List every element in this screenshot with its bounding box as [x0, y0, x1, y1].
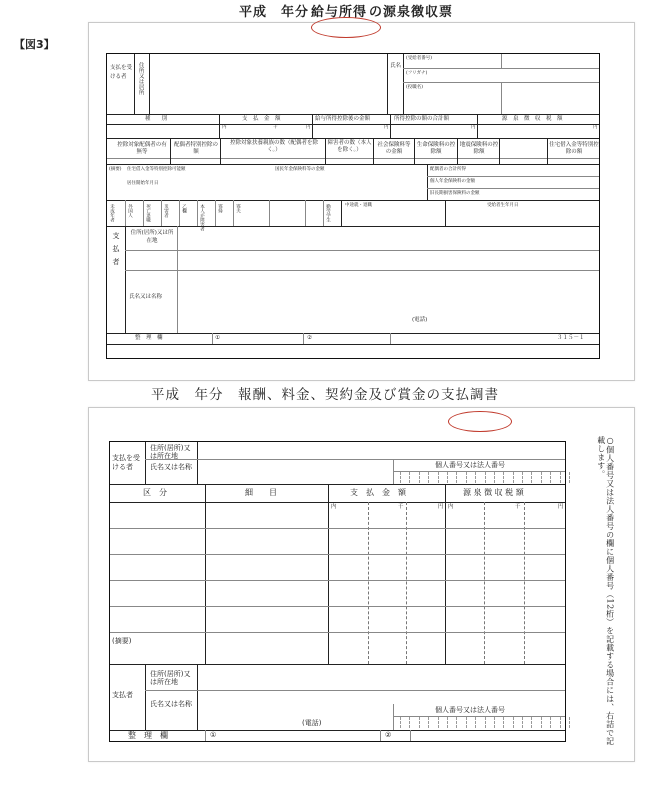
circle-1b: ①: [210, 731, 217, 739]
spouse-income: 配偶者の合計所得: [430, 167, 466, 172]
highlight-oval-2: [448, 411, 512, 432]
position-label: (役職名): [406, 85, 424, 90]
col-kubun: 区 分: [143, 488, 167, 497]
payee-name-2: 氏名又は名称: [150, 463, 192, 471]
phone-2: (電話): [302, 719, 322, 727]
payer-number-cells: [400, 717, 578, 728]
payer-address-1: 住所(居所)又は所在地: [130, 230, 174, 244]
recipient-birth: 受給者生年月日: [487, 203, 519, 208]
payer-number-label: 個人番号又は法人番号: [435, 706, 505, 714]
housing-loan-amount: 住宅借入金等特別控除可能額: [127, 167, 186, 172]
earthquake-insurance: 地震保険料の控除額: [459, 142, 499, 156]
unit-sen-2: 千: [398, 504, 404, 510]
form2-title: [151, 383, 499, 403]
payment-record-form: [109, 441, 566, 742]
highlight-oval: [311, 17, 381, 38]
old-long-term: 旧長期損害保険料の金額: [430, 191, 480, 196]
spouse-special: 配偶者特別控除の額: [173, 142, 218, 156]
phone-1: (電話): [412, 317, 428, 323]
spouse-label: 控除対象配偶者の有無等: [117, 142, 167, 156]
social-insurance: 社会保険料等の金額: [377, 142, 411, 156]
unit-sen-3: 千: [515, 504, 521, 510]
payee-label-2: 支払を受ける者: [112, 454, 140, 472]
form-card-payment-record: [88, 387, 635, 762]
status-minor: 未成年者: [109, 204, 115, 222]
status-foreigner: 外国人: [127, 204, 133, 218]
unit-en-3a: 円: [558, 504, 564, 510]
payer-name-1: 氏名又は名称: [129, 294, 163, 300]
personal-number-cells: [400, 472, 578, 483]
recipient-number: (受給者番号): [406, 56, 433, 61]
unit-uchi-3: 内: [448, 504, 454, 510]
status-self-disabled: 本人が障害者: [199, 204, 205, 231]
status-widow: 寡婦: [217, 204, 223, 213]
side-note: ○個人番号又は法人番号の欄に個人番号（12桁）を記載する場合には、右詰で記載します。: [596, 436, 615, 746]
circle-2b: ②: [385, 731, 392, 739]
housing-loan: 住宅借入金等特別控除の額: [549, 142, 599, 156]
residence-start: 居住開始年月日: [127, 181, 159, 186]
col-withholding: 源 泉 徴 収 税 額: [463, 488, 524, 497]
unit-uchi-2: 内: [331, 504, 337, 510]
unit-en-3: 円: [471, 125, 476, 130]
unit-sen: 千: [273, 125, 278, 130]
unit-en-4: 円: [593, 125, 598, 130]
col-amount: 支 払 金 額: [350, 488, 406, 497]
col-saimoku: 細 目: [245, 488, 277, 497]
form-card-withholding-slip: [88, 5, 635, 381]
unit-uchi: 内: [222, 125, 227, 130]
payer-label-2: 支払者: [112, 691, 133, 699]
header-shubetsu: 種 別: [145, 116, 168, 122]
mid-join: 中途就・退職: [345, 203, 372, 208]
private-pension: 個人年金保険料の金額: [430, 179, 475, 184]
payer-name-2: 氏名又は名称: [150, 700, 192, 708]
furigana-label: (フリガナ): [406, 71, 428, 76]
payee-address-2: 住所(居所)又は所在地: [150, 444, 191, 461]
header-deduction-total: 所得控除の額の合計額: [394, 116, 450, 122]
figure-label: 【図3】: [14, 38, 55, 51]
status-disaster: 災害者: [163, 204, 169, 218]
form2-title-prefix: 平成 年分 報酬、料金、契約金及び賞金の: [151, 387, 441, 403]
payee-label: 支払を受ける者: [110, 65, 133, 81]
header-amount: 支 払 金 額: [242, 116, 281, 122]
name-label-1: 氏名: [390, 63, 402, 69]
status-widower: 寡夫: [235, 204, 241, 213]
payer-address-2: 住所(居所)又は所在地: [150, 670, 191, 687]
unit-en: 円: [306, 125, 311, 130]
remarks-label-2: (摘要): [112, 637, 132, 645]
circle-1: ①: [215, 335, 220, 341]
header-withholding: 源 泉 徴 収 税 額: [502, 116, 563, 122]
payer-label-1: 支払者: [112, 232, 120, 271]
status-student: 勤労学生: [325, 204, 331, 222]
personal-number-label: 個人番号又は法人番号: [435, 461, 505, 469]
withholding-slip-form: [106, 53, 600, 359]
seiri-2: 整 理 欄: [128, 731, 168, 740]
unit-en-2a: 円: [438, 504, 444, 510]
seiri-1: 整 理 欄: [135, 335, 163, 341]
status-death: 死亡退職: [145, 204, 151, 222]
dependents: 控除対象扶養親族の数（配偶者を除く。）: [229, 140, 318, 154]
address-label: 住所又は居所: [137, 62, 144, 95]
form1-title-circled-text: 給与所得: [311, 5, 368, 20]
life-insurance: 生命保険料の控除額: [416, 142, 456, 156]
status-otsu: 乙欄: [181, 204, 187, 213]
unit-en-2: 円: [384, 125, 389, 130]
circle-2: ②: [307, 335, 312, 341]
form1-title-prefix: 平成 年分: [239, 5, 310, 20]
header-after-deduction: 給与所得控除後の金額: [315, 116, 371, 122]
form2-title-circled: 支払調書: [441, 387, 499, 403]
form1-title-suffix: の源泉徴収票: [369, 5, 454, 20]
form-code: ３１５－１: [557, 335, 585, 341]
national-pension: 国民年金保険料等の金額: [275, 167, 325, 172]
disabled: 障害者の数（本人を除く。）: [327, 140, 372, 154]
remarks-label: (摘要): [109, 167, 122, 172]
